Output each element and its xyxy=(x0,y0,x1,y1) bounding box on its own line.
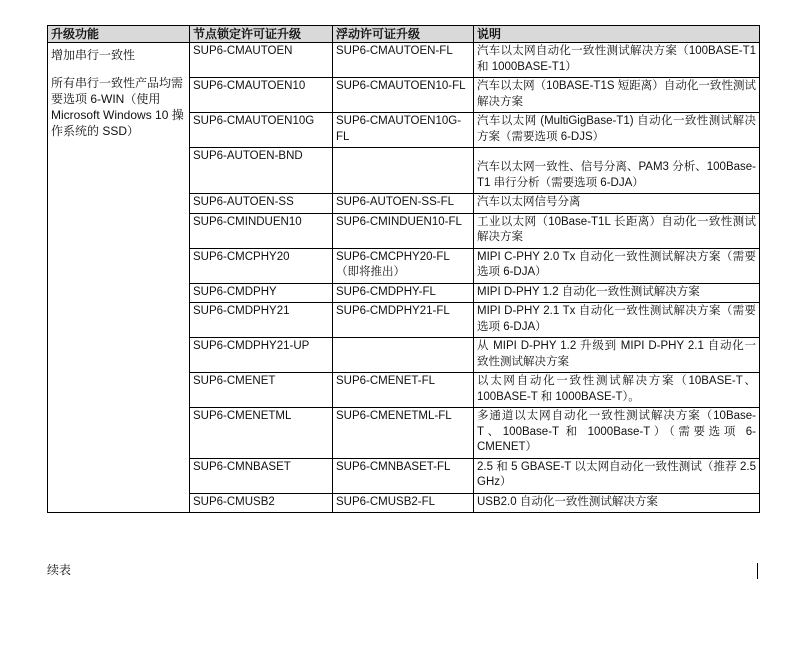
description-cell: 多通道以太网自动化一致性测试解决方案（10Base-T、100Base-T 和 1000Base-T）（需要选项 6-CMENET） xyxy=(474,408,760,459)
node-license-cell: SUP6-CMENETML xyxy=(190,408,333,459)
node-license-cell: SUP6-CMDPHY21-UP xyxy=(190,338,333,373)
header-description: 说明 xyxy=(474,26,760,43)
floating-license-cell: SUP6-CMUSB2-FL xyxy=(333,493,474,513)
floating-license-cell xyxy=(333,338,474,373)
table-row xyxy=(48,43,760,78)
floating-license-cell: SUP6-CMAUTOEN10G-FL xyxy=(333,113,474,148)
feature-cell xyxy=(48,43,190,513)
description-cell: MIPI C-PHY 2.0 Tx 自动化一致性测试解决方案（需要选项 6-DJA） xyxy=(474,248,760,283)
description-cell: 汽车以太网信号分离 xyxy=(474,194,760,214)
floating-license-cell: SUP6-CMENETML-FL xyxy=(333,408,474,459)
table-header-row xyxy=(48,26,760,43)
floating-license-cell: SUP6-CMAUTOEN10-FL xyxy=(333,78,474,113)
floating-license-cell: SUP6-CMENET-FL xyxy=(333,373,474,408)
header-floating-license: 浮动许可证升级 xyxy=(333,26,474,43)
description-cell: 以太网自动化一致性测试解决方案（10BASE-T、100BASE-T 和 1000BASE-T）。 xyxy=(474,373,760,408)
description-cell: 汽车以太网自动化一致性测试解决方案（100BASE-T1 和 1000BASE-T1） xyxy=(474,43,760,78)
node-license-cell: SUP6-CMNBASET xyxy=(190,458,333,493)
description-cell: 从 MIPI D-PHY 1.2 升级到 MIPI D-PHY 2.1 自动化一致性测试解决方案 xyxy=(474,338,760,373)
node-license-cell: SUP6-AUTOEN-SS xyxy=(190,194,333,214)
feature-note: 所有串行一致性产品均需要选项 6-WIN（使用 Microsoft Windows 10 操作系统的 SSD） xyxy=(51,76,184,138)
floating-license-cell xyxy=(333,148,474,194)
floating-license-cell: SUP6-CMDPHY-FL xyxy=(333,283,474,303)
node-license-cell: SUP6-CMINDUEN10 xyxy=(190,213,333,248)
description-cell: MIPI D-PHY 2.1 Tx 自动化一致性测试解决方案（需要选项 6-DJA） xyxy=(474,303,760,338)
node-license-cell: SUP6-CMAUTOEN10G xyxy=(190,113,333,148)
floating-license-cell: SUP6-CMCPHY20-FL（即将推出） xyxy=(333,248,474,283)
description-cell: 工业以太网（10Base-T1L 长距离）自动化一致性测试解决方案 xyxy=(474,213,760,248)
node-license-cell: SUP6-CMCPHY20 xyxy=(190,248,333,283)
node-license-cell: SUP6-CMUSB2 xyxy=(190,493,333,513)
floating-license-cell: SUP6-AUTOEN-SS-FL xyxy=(333,194,474,214)
description-cell: 2.5 和 5 GBASE-T 以太网自动化一致性测试（推荐 2.5 GHz） xyxy=(474,458,760,493)
description-cell: 汽车以太网一致性、信号分离、PAM3 分析、100Base-T1 串行分析（需要选项 6-DJA） xyxy=(474,148,760,194)
description-cell: USB2.0 自动化一致性测试解决方案 xyxy=(474,493,760,513)
upgrade-license-table xyxy=(47,25,760,513)
floating-license-cell: SUP6-CMAUTOEN-FL xyxy=(333,43,474,78)
node-license-cell: SUP6-AUTOEN-BND xyxy=(190,148,333,194)
node-license-cell: SUP6-CMENET xyxy=(190,373,333,408)
table-continuation-rule xyxy=(757,563,758,579)
node-license-cell: SUP6-CMDPHY21 xyxy=(190,303,333,338)
floating-license-cell: SUP6-CMINDUEN10-FL xyxy=(333,213,474,248)
continued-label: 续表 xyxy=(47,563,72,577)
description-cell: MIPI D-PHY 1.2 自动化一致性测试解决方案 xyxy=(474,283,760,303)
description-cell: 汽车以太网 (MultiGigBase-T1) 自动化一致性测试解决方案（需要选项 6-DJS） xyxy=(474,113,760,148)
floating-license-cell: SUP6-CMDPHY21-FL xyxy=(333,303,474,338)
header-upgrade-feature: 升级功能 xyxy=(48,26,190,43)
header-node-locked-license: 节点锁定许可证升级 xyxy=(190,26,333,43)
feature-title: 增加串行一致性 xyxy=(51,48,136,62)
node-license-cell: SUP6-CMDPHY xyxy=(190,283,333,303)
node-license-cell: SUP6-CMAUTOEN xyxy=(190,43,333,78)
floating-license-cell: SUP6-CMNBASET-FL xyxy=(333,458,474,493)
description-cell: 汽车以太网（10BASE-T1S 短距离）自动化一致性测试解决方案 xyxy=(474,78,760,113)
node-license-cell: SUP6-CMAUTOEN10 xyxy=(190,78,333,113)
